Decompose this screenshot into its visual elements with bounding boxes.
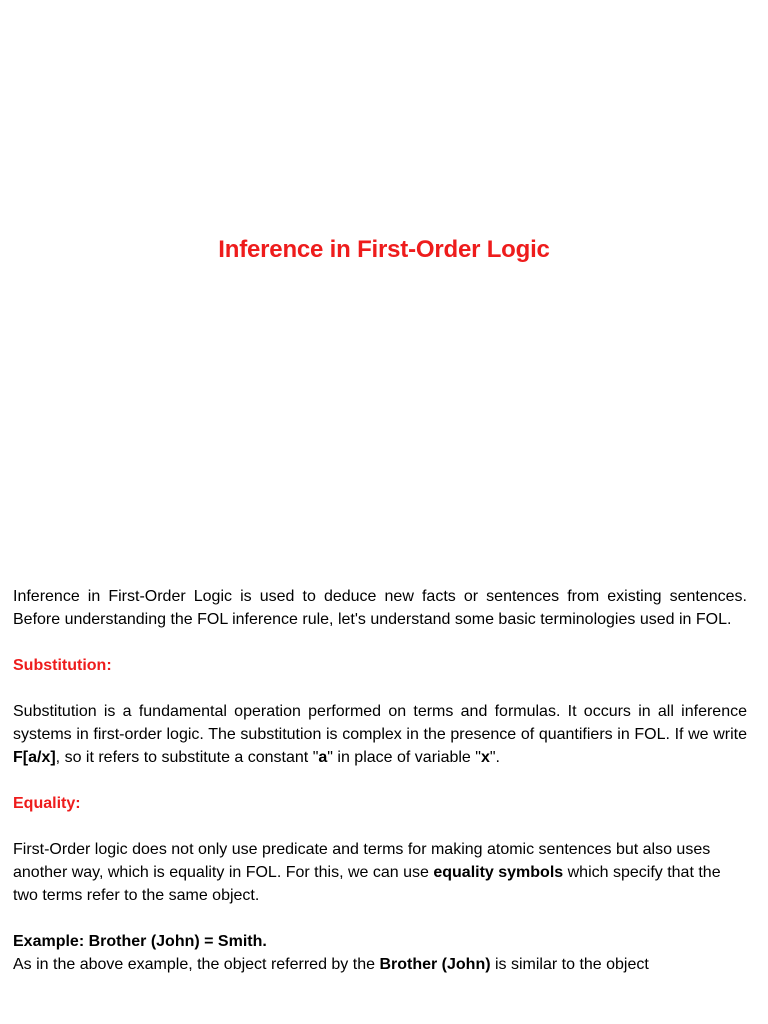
substitution-text-4: ".	[489, 749, 500, 766]
substitution-text-3: " in place of variable "	[327, 749, 481, 766]
substitution-variable: x	[480, 749, 490, 766]
substitution-heading: Substitution:	[13, 657, 112, 674]
continuation-text-2: is similar to the object	[490, 956, 649, 973]
substitution-paragraph	[13, 700, 747, 769]
substitution-text-2: , so it refers to substitute a constant "	[55, 749, 319, 766]
substitution-constant: a	[318, 749, 328, 766]
document-title: Inference in First-Order Logic	[218, 236, 550, 263]
equality-text-1: First-Order logic does not only use predicate and terms for making atomic sentences but also uses another way, which is equality in FOL. For this, we can use	[13, 841, 711, 881]
equality-symbols-term: equality symbols	[433, 864, 564, 881]
equality-paragraph	[13, 838, 747, 907]
continuation-text-1: As in the above example, the object referred by the	[13, 956, 380, 973]
equality-continuation	[13, 953, 747, 976]
equality-example: Example: Brother (John) = Smith.	[13, 933, 267, 950]
substitution-text-1: Substitution is a fundamental operation performed on terms and formulas. It occurs in all inference systems in first-order logic. The substitution is complex in the presence of quantifiers in FOL. If we write	[13, 703, 747, 743]
substitution-term: F[a/x]	[13, 749, 56, 766]
equality-heading: Equality:	[13, 795, 81, 812]
equality-text-2: which specify that the two terms refer to the same object.	[13, 864, 721, 904]
intro-paragraph: Inference in First-Order Logic is used to deduce new facts or sentences from existing sentences. Before understanding the FOL inference rule, let's understand some basic terminologies used in FOL.	[13, 588, 747, 628]
document-body	[13, 585, 747, 976]
continuation-bold-term: Brother (John)	[379, 956, 491, 973]
